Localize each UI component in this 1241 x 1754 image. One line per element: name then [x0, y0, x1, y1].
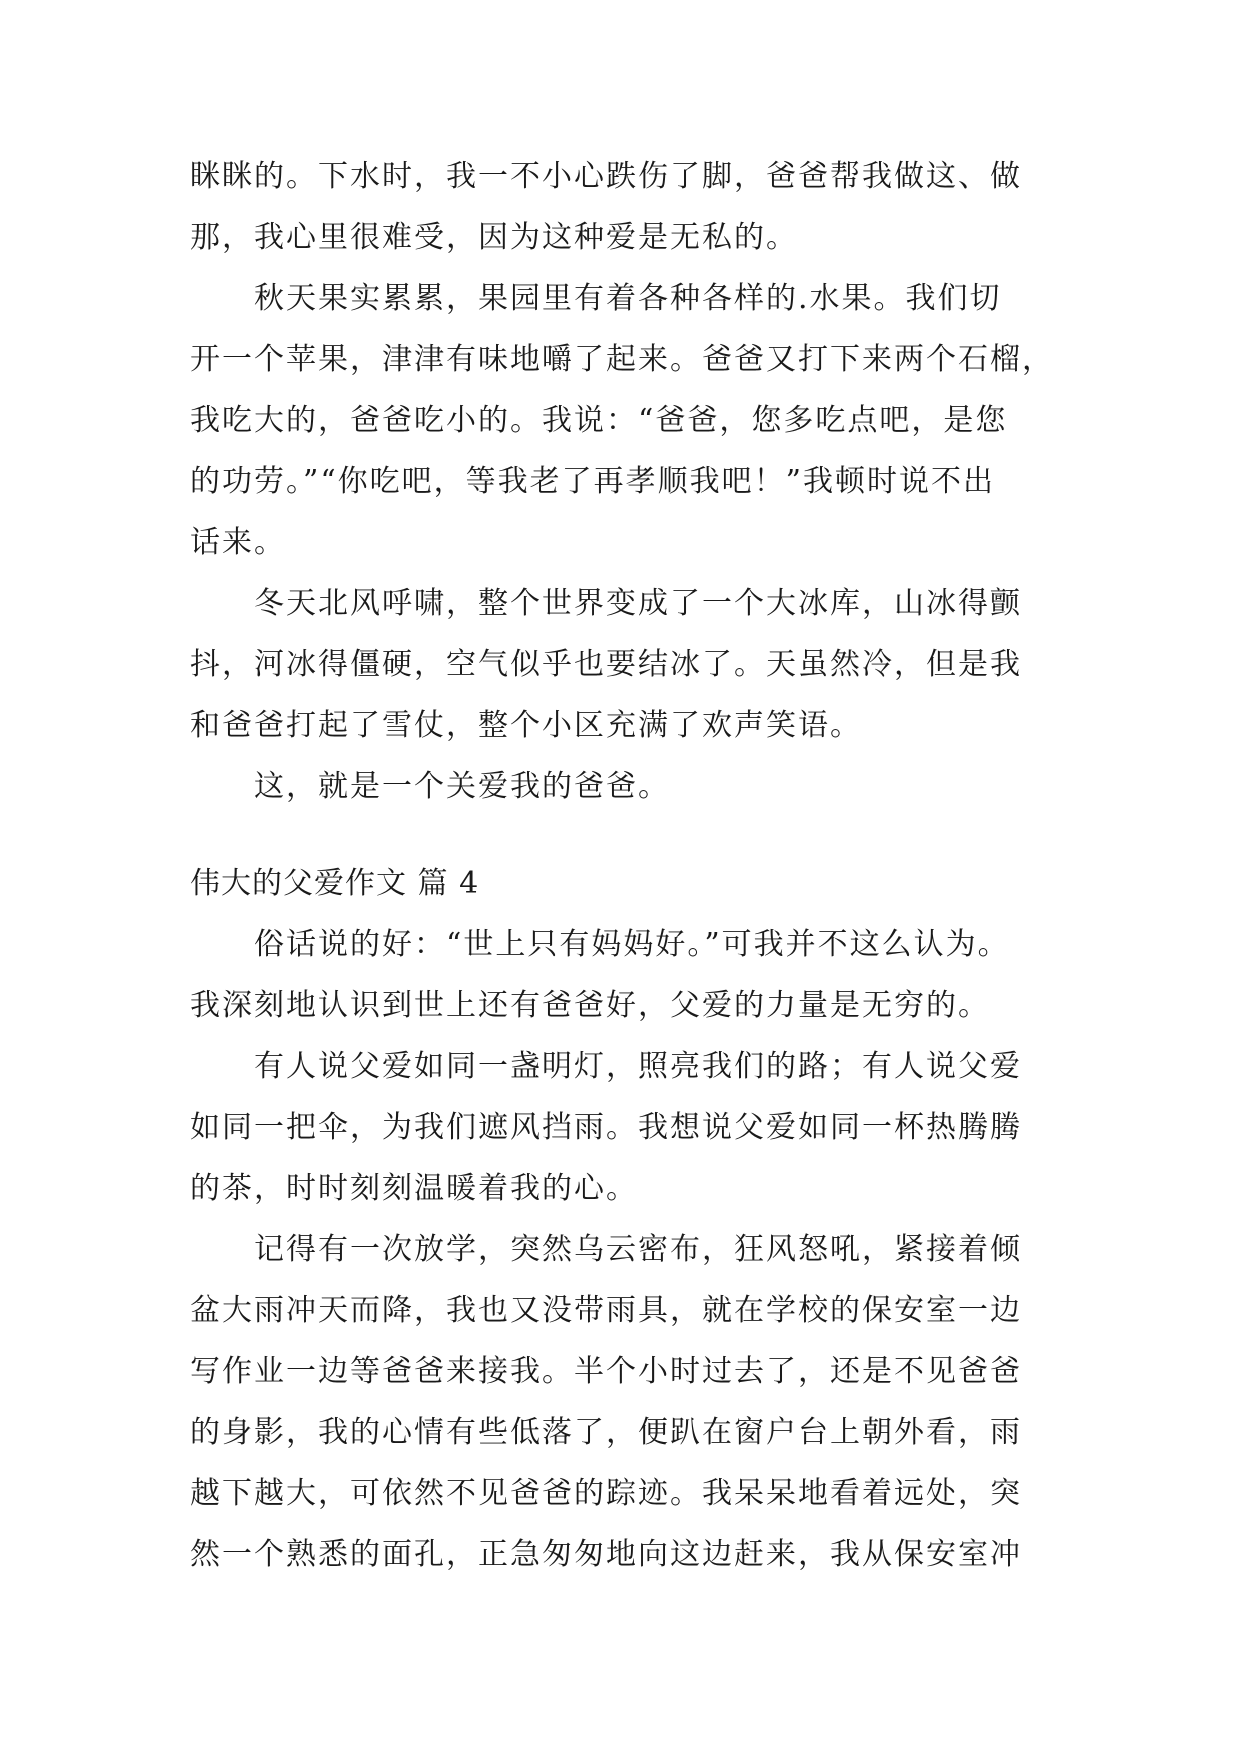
- text-line: 眯眯的。下水时，我一不小心跌伤了脚，爸爸帮我做这、做: [190, 159, 1022, 194]
- text-line: 的功劳。”“你吃吧，等我老了再孝顺我吧！”我顿时说不出: [190, 464, 996, 499]
- text-line: 越下越大，可依然不见爸爸的踪迹。我呆呆地看着远处，突: [190, 1476, 1022, 1511]
- text-section-bottom: [190, 914, 1070, 1585]
- text-line: 和爸爸打起了雪仗，整个小区充满了欢声笑语。: [190, 708, 862, 743]
- paragraph-start-line: 秋天果实累累，果园里有着各种各样的.水果。我们切: [254, 281, 1002, 316]
- text-line: 我深刻地认识到世上还有爸爸好，父爱的力量是无穷的。: [190, 988, 990, 1023]
- paragraph-start-line: 记得有一次放学，突然乌云密布，狂风怒吼，紧接着倾: [254, 1232, 1022, 1267]
- text-line: 那，我心里很难受，因为这种爱是无私的。: [190, 220, 798, 255]
- paragraph-start-line: 俗话说的好：“世上只有妈妈好。”可我并不这么认为。: [254, 927, 1010, 962]
- paragraph-start-line: 这，就是一个关爱我的爸爸。: [254, 769, 670, 804]
- text-line: 的茶，时时刻刻温暖着我的心。: [190, 1171, 638, 1206]
- essay-heading: 伟大的父爱作文 篇 4: [190, 866, 480, 901]
- text-line: 的身影，我的心情有些低落了，便趴在窗户台上朝外看，雨: [190, 1415, 1022, 1450]
- text-line: 抖，河冰得僵硬，空气似乎也要结冰了。天虽然冷，但是我: [190, 647, 1022, 682]
- text-line: 话来。: [190, 525, 286, 560]
- text-line: 我吃大的，爸爸吃小的。我说：“爸爸，您多吃点吧，是您: [190, 403, 1008, 438]
- paragraph-start-line: 冬天北风呼啸，整个世界变成了一个大冰库，山冰得颤: [254, 586, 1022, 621]
- text-section-top: [190, 146, 1070, 817]
- text-line: 开一个苹果，津津有味地嚼了起来。爸爸又打下来两个石榴，: [190, 342, 1054, 377]
- text-line: 如同一把伞，为我们遮风挡雨。我想说父爱如同一杯热腾腾: [190, 1110, 1022, 1145]
- text-line: 盆大雨冲天而降，我也又没带雨具，就在学校的保安室一边: [190, 1293, 1022, 1328]
- paragraph-start-line: 有人说父爱如同一盏明灯，照亮我们的路；有人说父爱: [254, 1049, 1022, 1084]
- text-line: 然一个熟悉的面孔，正急匆匆地向这边赶来，我从保安室冲: [190, 1537, 1022, 1572]
- text-line: 写作业一边等爸爸来接我。半个小时过去了，还是不见爸爸: [190, 1354, 1022, 1389]
